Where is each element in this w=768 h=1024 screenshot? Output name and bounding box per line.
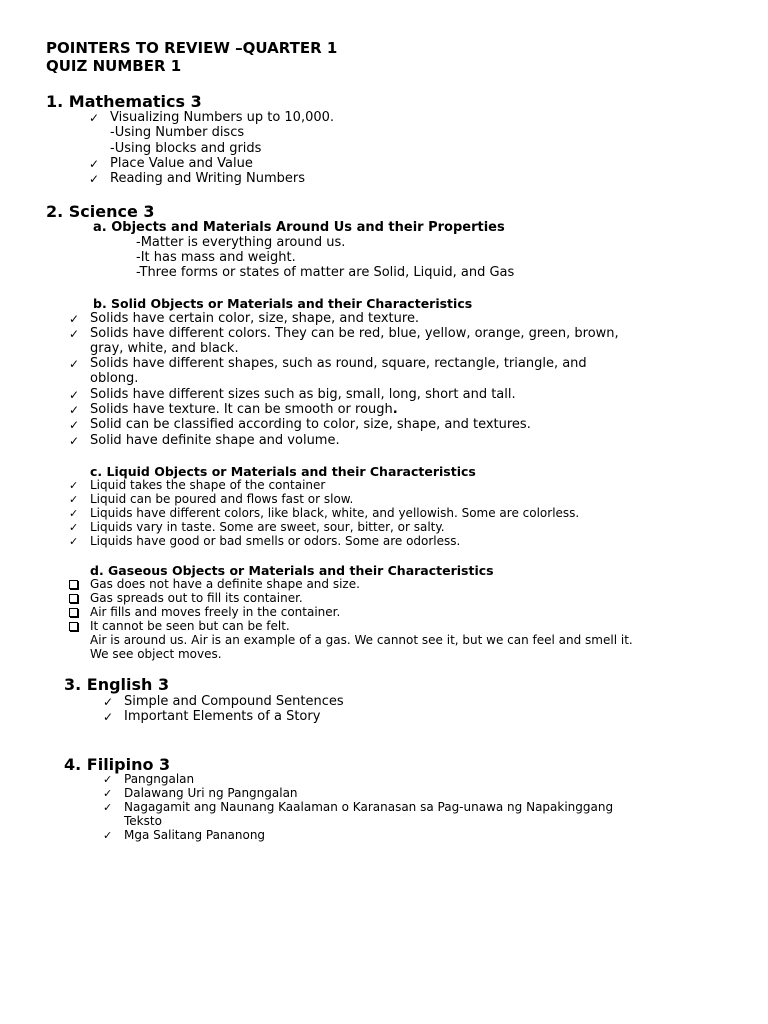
filipino-item: Dalawang Uri ng Pangngalan: [124, 786, 298, 800]
gas-item-continuation: Air is around us. Air is an example of a gas. We cannot see it, but we can feel and smell it.: [90, 633, 633, 647]
square-bullet-icon: [69, 622, 78, 631]
solid-item: [90, 402, 398, 417]
science-a-line: -Three forms or states of matter are Solid, Liquid, and Gas: [136, 265, 515, 280]
gas-item: It cannot be seen but can be felt.: [90, 619, 290, 633]
science-a-line: -It has mass and weight.: [136, 250, 296, 265]
filipino-item: Nagagamit ang Naunang Kaalaman o Karanasan sa Pag-unawa ng Napakinggang: [124, 800, 614, 814]
checkmark-icon: ✓: [103, 787, 113, 800]
filipino-item: Pangngalan: [124, 772, 195, 786]
subsection-heading-b: b. Solid Objects or Materials and their Characteristics: [93, 296, 473, 311]
document-title-line-2: QUIZ NUMBER 1: [46, 57, 182, 75]
checkmark-icon: ✓: [69, 312, 80, 326]
checkmark-icon: ✓: [69, 521, 79, 534]
math-item: Visualizing Numbers up to 10,000.: [110, 110, 335, 125]
math-item: Reading and Writing Numbers: [110, 171, 306, 186]
checkmark-icon: ✓: [69, 493, 79, 506]
liquid-item: Liquid takes the shape of the container: [90, 478, 326, 492]
subsection-heading-d: d. Gaseous Objects or Materials and their Characteristics: [90, 563, 494, 578]
subsection-heading-a: a. Objects and Materials Around Us and their Properties: [93, 220, 505, 235]
solid-item-continuation: oblong.: [90, 371, 139, 386]
science-a-line: -Matter is everything around us.: [136, 235, 346, 250]
subsection-heading-c: c. Liquid Objects or Materials and their Characteristics: [90, 464, 476, 479]
math-subitem: -Using Number discs: [110, 125, 245, 140]
square-bullet-icon: [69, 608, 78, 617]
checkmark-icon: ✓: [103, 801, 113, 814]
checkmark-icon: ✓: [69, 507, 79, 520]
gas-item: Air fills and moves freely in the container.: [90, 605, 341, 619]
checkmark-icon: ✓: [69, 434, 80, 448]
solid-item: Solids have different shapes, such as round, square, rectangle, triangle, and: [90, 356, 587, 371]
gas-item-continuation: We see object moves.: [90, 647, 222, 661]
gas-item: Gas spreads out to fill its container.: [90, 591, 303, 605]
section-heading-mathematics: 1. Mathematics 3: [46, 92, 202, 111]
checkmark-icon: ✓: [69, 357, 80, 371]
checkmark-icon: ✓: [89, 111, 100, 125]
section-heading-filipino: 4. Filipino 3: [64, 755, 171, 774]
liquid-item: Liquids have good or bad smells or odors. Some are odorless.: [90, 534, 461, 548]
checkmark-icon: ✓: [69, 327, 80, 341]
liquid-item: Liquids have different colors, like black, white, and yellowish. Some are colorless.: [90, 506, 580, 520]
solid-item: Solids have certain color, size, shape, and texture.: [90, 311, 420, 326]
document-title-line-1: POINTERS TO REVIEW –QUARTER 1: [46, 39, 338, 57]
liquid-item: Liquid can be poured and flows fast or slow.: [90, 492, 354, 506]
solid-item: Solids have different colors. They can be red, blue, yellow, orange, green, brown,: [90, 326, 619, 341]
checkmark-icon: ✓: [103, 829, 113, 842]
filipino-item: Mga Salitang Pananong: [124, 828, 266, 842]
checkmark-icon: ✓: [89, 157, 100, 171]
checkmark-icon: ✓: [89, 172, 100, 186]
section-heading-english: 3. English 3: [64, 675, 170, 694]
checkmark-icon: ✓: [69, 388, 80, 402]
math-subitem: -Using blocks and grids: [110, 141, 262, 156]
bold-period: .: [392, 402, 398, 417]
gas-item: Gas does not have a definite shape and size.: [90, 577, 360, 591]
solid-item-text: Solids have texture. It can be smooth or rough: [90, 402, 393, 417]
checkmark-icon: ✓: [69, 418, 80, 432]
solid-item: Solids have different sizes such as big, small, long, short and tall.: [90, 387, 516, 402]
checkmark-icon: ✓: [69, 535, 79, 548]
checkmark-icon: ✓: [103, 695, 114, 709]
english-item: Simple and Compound Sentences: [124, 694, 344, 709]
checkmark-icon: ✓: [69, 403, 80, 417]
english-item: Important Elements of a Story: [124, 709, 321, 724]
checkmark-icon: ✓: [103, 710, 114, 724]
checkmark-icon: ✓: [69, 479, 79, 492]
square-bullet-icon: [69, 594, 78, 603]
filipino-item-continuation: Teksto: [124, 814, 162, 828]
solid-item-continuation: gray, white, and black.: [90, 341, 239, 356]
solid-item: Solid have definite shape and volume.: [90, 433, 340, 448]
section-heading-science: 2. Science 3: [46, 202, 155, 221]
liquid-item: Liquids vary in taste. Some are sweet, sour, bitter, or salty.: [90, 520, 445, 534]
checkmark-icon: ✓: [103, 773, 113, 786]
square-bullet-icon: [69, 580, 78, 589]
math-item: Place Value and Value: [110, 156, 253, 171]
solid-item: Solid can be classified according to color, size, shape, and textures.: [90, 417, 531, 432]
